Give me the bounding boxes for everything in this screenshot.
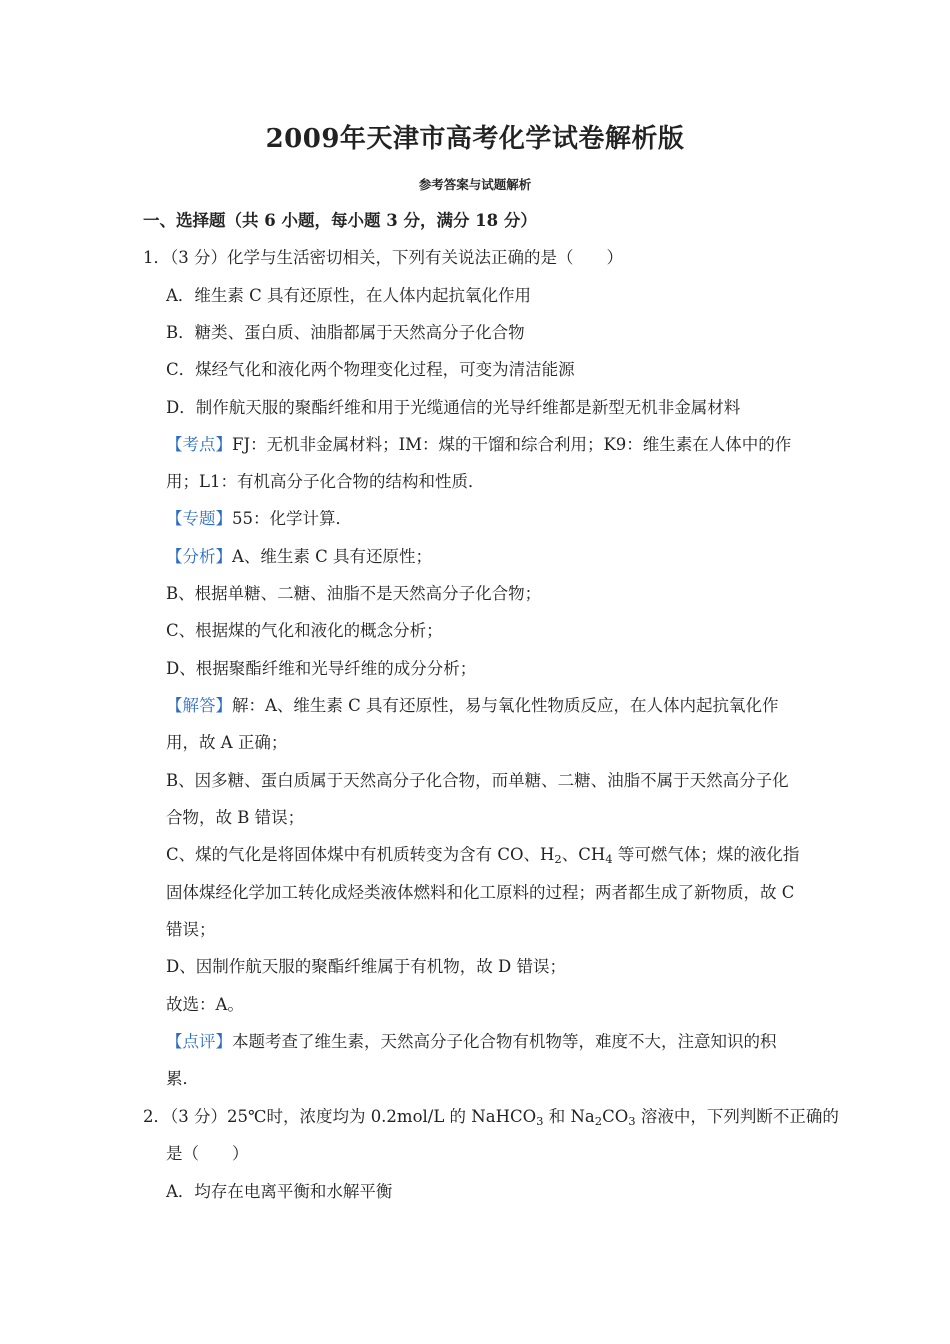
q1-option-b: B．糖类、蛋白质、油脂都属于天然高分子化合物 — [166, 323, 525, 342]
fenxi-a-text: A、维生素 C 具有还原性； — [232, 547, 433, 566]
jieda-c1-sub2: 4 — [605, 851, 613, 866]
jieda-c1-part2: 、CH — [561, 845, 606, 864]
jieda-c1-part1: C、煤的气化是将固体煤中有机质转变为含有 CO、H — [166, 845, 555, 864]
q1-fenxi-c: C、根据煤的气化和液化的概念分析； — [166, 621, 443, 640]
q1-dianping-1 — [166, 1030, 777, 1054]
q2-stem-part2: 和 Na — [543, 1107, 595, 1126]
q1-stem: 1．（3 分）化学与生活密切相关，下列有关说法正确的是（ ） — [143, 248, 623, 267]
q1-jieda-c1 — [166, 843, 799, 867]
q1-jieda-b2: 合物，故 B 错误； — [166, 808, 305, 827]
q2-stem-line1 — [143, 1105, 839, 1129]
section-heading: 一、选择题（共 6 小题，每小题 3 分，满分 18 分） — [143, 211, 537, 230]
q2-option-a: A．均存在电离平衡和水解平衡 — [166, 1182, 393, 1201]
q2-stem-sub1: 3 — [536, 1113, 544, 1128]
page-subtitle: 参考答案与试题解析 — [418, 177, 532, 192]
q1-fenxi-a — [166, 545, 432, 569]
q1-option-d: D．制作航天服的聚酯纤维和用于光缆通信的光导纤维都是新型无机非金属材料 — [166, 398, 741, 417]
dianping-tag: 【点评】 — [166, 1032, 232, 1051]
q1-jieda-c2: 固体煤经化学加工转化成烃类液体燃料和化工原料的过程；两者都生成了新物质，故 C — [166, 883, 795, 902]
q1-fenxi-d: D、根据聚酯纤维和光导纤维的成分分析； — [166, 659, 477, 678]
q1-option-c: C．煤经气化和液化两个物理变化过程，可变为清洁能源 — [166, 360, 575, 379]
jieda-c1-part3: 等可燃气体；煤的液化指 — [612, 845, 800, 864]
jieda-tag: 【解答】 — [166, 696, 232, 715]
zhuanti-text: 55：化学计算． — [232, 509, 352, 528]
kaodian-tag: 【考点】 — [166, 435, 232, 454]
q2-stem-part3: CO — [602, 1107, 629, 1126]
q1-kaodian-line1 — [166, 433, 791, 457]
q1-zhuanti — [166, 507, 352, 531]
kaodian-text-1: FJ：无机非金属材料；IM：煤的干馏和综合利用；K9：维生素在人体中的作 — [232, 435, 792, 454]
q1-jieda-a1 — [166, 694, 779, 718]
q1-jieda-c3: 错误； — [166, 920, 216, 939]
q1-kaodian-line2: 用；L1：有机高分子化合物的结构和性质． — [166, 472, 485, 491]
q1-dianping-2: 累． — [166, 1069, 199, 1088]
q1-answer: 故选：A。 — [166, 995, 244, 1014]
q2-stem-sub2: 2 — [594, 1113, 603, 1128]
jieda-c1-sub1: 2 — [554, 851, 562, 866]
page-title: 2009年天津市高考化学试卷解析版 — [265, 124, 685, 154]
q1-jieda-b1: B、因多糖、蛋白质属于天然高分子化合物，而单糖、二糖、油脂不属于天然高分子化 — [166, 771, 789, 790]
q2-stem-part4: 溶液中，下列判断不正确的 — [635, 1107, 839, 1126]
q2-stem-part1: 2．（3 分）25℃时，浓度均为 0.2mol/L 的 NaHCO — [143, 1107, 537, 1126]
q1-fenxi-b: B、根据单糖、二糖、油脂不是天然高分子化合物； — [166, 584, 542, 603]
q2-stem-line2: 是（ ） — [166, 1144, 249, 1163]
q1-jieda-a2: 用，故 A 正确； — [166, 733, 288, 752]
zhuanti-tag: 【专题】 — [166, 509, 232, 528]
jieda-a1-text: 解：A、维生素 C 具有还原性，易与氧化性物质反应，在人体内起抗氧化作 — [232, 696, 779, 715]
fenxi-tag: 【分析】 — [166, 547, 232, 566]
q1-jieda-d: D、因制作航天服的聚酯纤维属于有机物，故 D 错误； — [166, 957, 566, 976]
q2-stem-sub3: 3 — [628, 1113, 636, 1128]
q1-option-a: A．维生素 C 具有还原性，在人体内起抗氧化作用 — [166, 286, 532, 305]
dianping-text-1: 本题考查了维生素，天然高分子化合物有机物等，难度不大，注意知识的积 — [232, 1032, 777, 1051]
